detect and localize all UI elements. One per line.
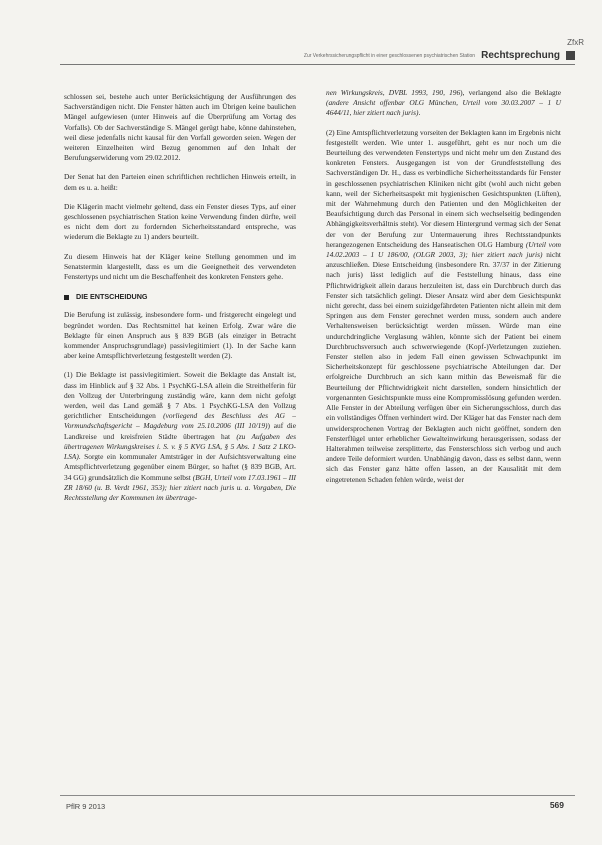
- paragraph: [64, 172, 296, 192]
- body-text: Der Senat hat den Parteien einen schriftlichen rechtlichen Hinweis erteilt, in dem es u. a. heißt:: [64, 172, 296, 192]
- citation-text: (BGH, Urteil vom 17.03.1961 – III ZR 18/60 (u. B. Verdt 1961, 353); hier zitiert nach juris u. a. Vorgaben, Die Rechtsstellung der Kommunen im übertrage-: [64, 472, 296, 502]
- running-header: [205, 50, 575, 61]
- right-column-body: [326, 88, 561, 485]
- footer-journal: PflR 9 2013: [66, 802, 106, 811]
- citation-text: (andere Ansicht offenbar OLG München, Urteil vom 30.03.2007 – 1 U 4644/11, hier zitiert nach juris): [326, 98, 561, 118]
- paragraph: [64, 92, 296, 163]
- body-text: (2) Eine Amtspflichtverletzung vorseiten der Beklagten kann im Ergebnis nicht festgestellt werden. Wie unter 1. ausgeführt, geht es nur noch um die Beurteilung des verwendeten Fenstertyps und nicht mehr um den Zustand des konkreten Fensters. Ausgegangen ist von der Grundfeststellung des Sachverständigen Dr. H., dass es verbindliche Sicherheitsstandards für Fenster in geschlossenen psychiatrischen Kliniken nicht gibt (wohl auch nicht geben kann, weil der Sicherheitsaspekt mit hygienischen Gesichtspunkten (Lüften), mit der Wahrnehmung durch den Patienten und den Möglichkeiten der Beaufsichtigung durch das Personal in einem sich wechselseitig bedingenden Abhängigkeitsverhältnis steht). Vor diesem Hintergrund vermag sich der Senat der von der Berufung zur Untermauerung ihres Rechtsstandpunkts herangezogenen Entscheidung des Hanseatischen OLG Hamburg: [326, 127, 561, 249]
- header-subtitle: Zur Verkehrssicherungspflicht in einer geschlossenen psychiatrischen Station: [303, 52, 476, 59]
- section-bullet-square: [64, 295, 69, 300]
- header-meta: ZfxR: [567, 38, 584, 47]
- body-text: Die Berufung ist zulässig, insbesondere form- und fristgerecht eingelegt und begründet worden. Das Rechtsmittel hat keinen Erfolg. Zwar wäre die Beklagte für einen Anspruch aus § 839 BGB (als einziger in Betracht kommender Anspruchsgrundlage) passivlegitimiert (1). In der Sache kann aber keine Amtspflichtverletzung festgestellt werden (2).: [64, 310, 296, 361]
- left-column-body: [64, 92, 296, 282]
- header-square-mark: [566, 51, 575, 60]
- body-text: ) auf die Landkreise und kreisfreien Städte übertragen hat: [64, 421, 297, 441]
- paragraph: [64, 202, 296, 243]
- citation-text: (vorliegend des Beschluss des AG – Vormundschaftsgericht – Magdeburg vom 25.10.2006 (III 10/19): [64, 411, 296, 431]
- body-text: nicht anzuschließen. Diese Entscheidung (insbesondere Rn. 37/37 in der Zitierung nach juris) lässt lediglich auf die Feststellung hinaus, dass eine Pflichtwidrigkeit allein daraus herzuleiten ist, dass ein Durchbruch durch das Fenster sich tatsächlich gelingt. Dieser Ansatz wird aber dem Gesichtspunkt nicht gerecht, dass bei einem suizidgefährdeten Patienten nicht allein mit dem Springen aus dem Fenster gerechnet werden muss, sondern auch andere Verhaltensweisen berücksichtigt werden müssen. Würde man eine undurchdringliche Verglasung wählen, könnte sich der Patient bei einem Durchbruchsversuch auch schwerwiegende (Kopf-)Verletzungen zuziehen. Fenster stellen also in jedem Fall einen gewissen Schwachpunkt im Sicherheitskonzept für geschlossene psychiatrische Abteilungen dar. Der erfolgreiche Durchbruch an sich kann mithin das Beweismaß für die Beurteilung der Pflichtwidrigkeit nicht darstellen, sondern hinsichtlich der vorgenannten Gesichtspunkte muss eine Kompromisslösung gefunden werden. Alle Fenster in der Abteilung verfügen über ein Sicherungsschloss, durch das ein vollständiges Öffnen verhindert wird. Der Kläger hat das Fenster nach dem unwidersprochenen Vortrag der Beklagten auch nicht geöffnet, sondern den Fensterflügel unter erheblicher Gewalteinwirkung herausgerissen, sodass der Halterahmen teilweise zersplitterte, das Fensterschloss sich verbog und auch andere Teile deformiert wurden. Unabhängig davon, dass es selbst dann, wenn sich das Fenster ganz hätte offen lassen, an der Kausalität mit dem eingetretenen Schaden fehlen würde, weist der: [326, 250, 561, 484]
- body-text: (1) Die Beklagte ist passivlegitimiert. Soweit die Beklagte das Anstalt ist, dass im Hinblick auf § 32 Abs. 1 PsychKG-LSA allein die Streithelferin für den Vollzug der Unterbringung zuständig wäre, kann dem nicht gefolgt werden, weil das Land gemäß § 7 Abs. 1 PsychKG-LSA den Vollzug gerichtlicher Entscheidungen: [64, 370, 296, 421]
- header-rule: [60, 64, 575, 65]
- right-column: [326, 88, 561, 494]
- body-text: Die Klägerin macht vielmehr geltend, dass ein Fenster dieses Typs, auf einer geschlossenen psychiatrischen Station keine Verwendung finden dürfte, weil es nicht dem dort zu fordernden Sicherheitsstandard entspreche, was wiederum die Beklagte zu 1) anders beurteilt.: [64, 201, 296, 242]
- body-text: ), verlangend also die Beklagte: [460, 88, 562, 97]
- footer-rule: [60, 795, 575, 796]
- citation-text: nen Wirkungskreis, DVBL 1993, 190, 196: [326, 88, 461, 97]
- left-column-body-after: [64, 310, 296, 503]
- body-text: . Sorgte ein kommunaler Amtsträger in der Aufsichtsverwaltung eine Amtspflichtverletzung gegenüber einem Bürger, so haftet (§ 839 BGB, Art. 34 GG) grundsätzlich die Kommune selbst: [64, 452, 296, 482]
- citation-text: (Urteil vom 14.02.2003 – 1 U 186/00, (OLGR 2003, 3); hier zitiert nach juris): [326, 239, 561, 260]
- paragraph: [64, 310, 296, 361]
- paragraph: [326, 128, 561, 485]
- body-text: .: [418, 108, 421, 118]
- body-text: Zu diesem Hinweis hat der Kläger keine Stellung genommen und im Senatstermin klargestellt, dass es um die Geeignetheit des verwendeten Fenstertyps und nicht um die Beschaffenheit des konkreten Fensters gehe.: [64, 251, 296, 282]
- left-column: [64, 92, 296, 512]
- paragraph: [64, 370, 296, 503]
- paragraph: [64, 252, 296, 283]
- paragraph: [326, 88, 561, 119]
- citation-text: (zu Aufgaben des übertragenen Wirkungskreises i. S. v. § 5 KVG LSA, § 5 Abs. 1 Satz 2 LKO-LSA): [64, 431, 296, 462]
- section-heading: [64, 292, 296, 302]
- body-text: schlossen sei, bestehe auch unter Berücksichtigung der Ausführungen des Sachverständigen nicht. Die Fenster hätten auch im Übrigen keine baulichen Mängel aufgewiesen (unter Hinweis auf die Überprüfung am Vortag des Vorfalls). Ob der Sachverständige S. Mängel gerügt habe, könne dahinstehen, weil diese jedenfalls nicht kausal für den Vorfall geworden seien. Wegen der weiteren Einzelheiten wird Bezug genommen auf den Inhalt der Berufungserwiderung vom 29.02.2012.: [64, 92, 296, 163]
- section-heading-text: DIE ENTSCHEIDUNG: [76, 292, 148, 302]
- page-number: 569: [549, 800, 564, 810]
- header-title: Rechtsprechung: [481, 50, 560, 61]
